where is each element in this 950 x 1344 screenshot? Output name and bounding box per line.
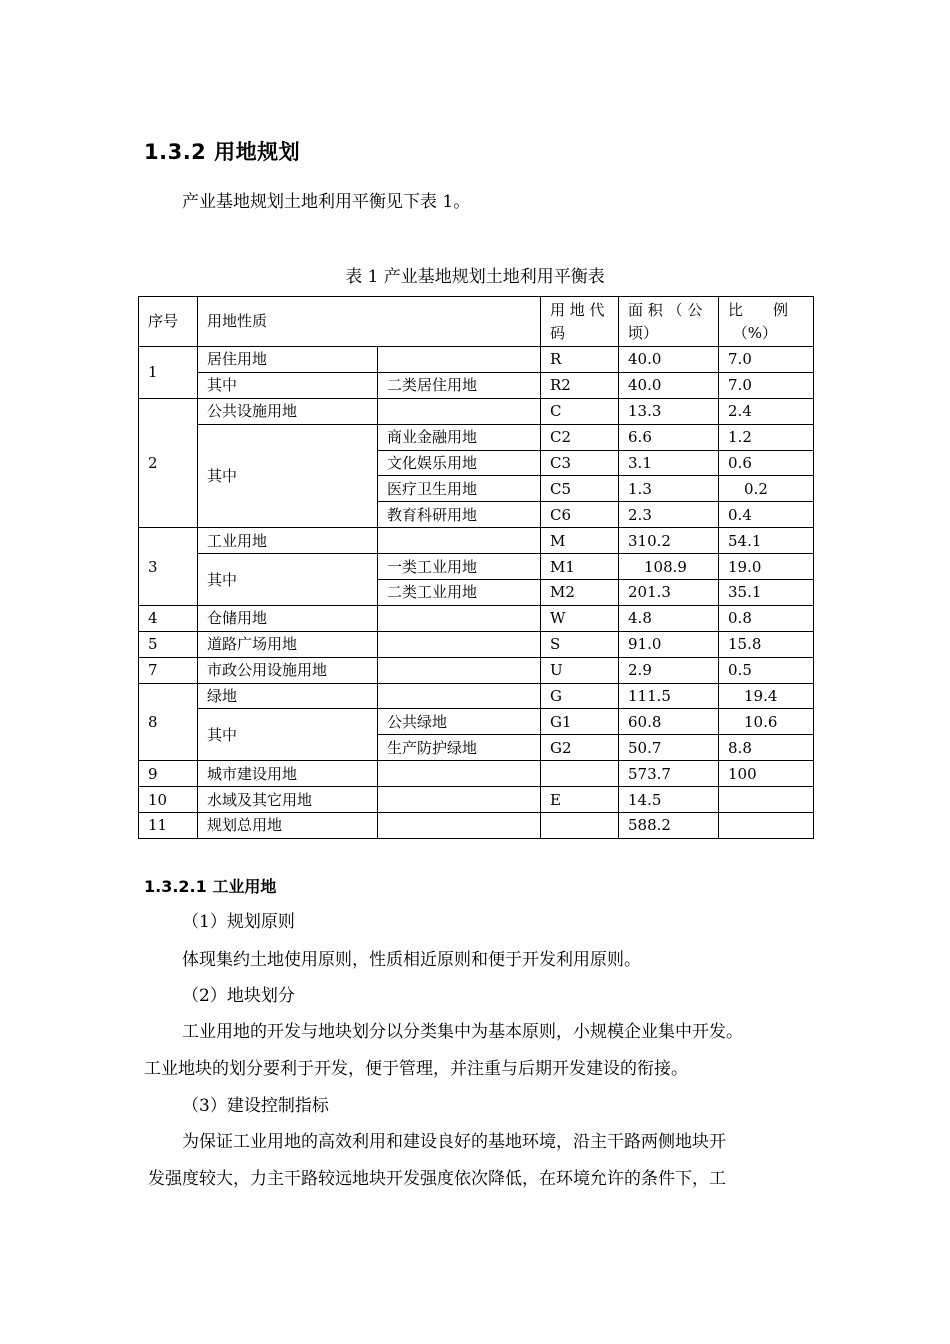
cell-sub: 二类工业用地: [378, 580, 541, 606]
table-row: [139, 347, 814, 373]
subsection-heading-industrial-land: 1.3.2.1 工业用地: [144, 877, 277, 896]
table-row: [139, 528, 814, 554]
cell-ratio: 19.4: [719, 683, 814, 709]
header-nature: 用地性质: [198, 297, 541, 347]
header-area: [619, 297, 719, 347]
cell-sub: 医疗卫生用地: [378, 476, 541, 502]
table-row: [139, 424, 814, 450]
cell-area: 2.3: [619, 502, 719, 528]
header-ratio-line2: （%）: [732, 323, 778, 342]
cell-code: C5: [541, 476, 619, 502]
cell-code: C6: [541, 502, 619, 528]
cell-nature: 其中: [198, 372, 378, 398]
cell-sub: 一类工业用地: [378, 554, 541, 580]
cell-code: C2: [541, 424, 619, 450]
cell-area: 3.1: [619, 450, 719, 476]
table-row: [139, 631, 814, 657]
cell-sub: [378, 631, 541, 657]
section-heading-land-planning: 1.3.2 用地规划: [144, 140, 301, 164]
cell-nature: 仓储用地: [198, 605, 378, 631]
table-row: [139, 554, 814, 580]
cell-code: C: [541, 398, 619, 424]
cell-ratio: 0.5: [719, 657, 814, 683]
cell-sub: [378, 683, 541, 709]
cell-sub: 教育科研用地: [378, 502, 541, 528]
cell-code: W: [541, 605, 619, 631]
table-row: [139, 683, 814, 709]
table-row: [139, 761, 814, 787]
cell-nature: 其中: [198, 424, 378, 528]
cell-ratio: 0.2: [719, 476, 814, 502]
cell-code: S: [541, 631, 619, 657]
table-row: [139, 787, 814, 813]
cell-sub: [378, 761, 541, 787]
cell-sub: [378, 787, 541, 813]
cell-sub: [378, 528, 541, 554]
cell-code: E: [541, 787, 619, 813]
cell-code: [541, 813, 619, 839]
cell-ratio: 35.1: [719, 580, 814, 606]
cell-sub: 文化娱乐用地: [378, 450, 541, 476]
cell-nature: 绿地: [198, 683, 378, 709]
cell-sub: [378, 813, 541, 839]
cell-sub: [378, 398, 541, 424]
cell-area: 13.3: [619, 398, 719, 424]
header-area-line1: 面 积 （ 公: [628, 300, 703, 319]
p3-body-line1: 为保证工业用地的高效利用和建设良好的基地环境，沿主干路两侧地块开: [182, 1132, 726, 1152]
p2-body-line1: 工业用地的开发与地块划分以分类集中为基本原则，小规模企业集中开发。: [182, 1022, 743, 1042]
header-code-line2: 码: [550, 323, 566, 342]
cell-nature: 其中: [198, 709, 378, 761]
cell-code: C3: [541, 450, 619, 476]
cell-nature: 其中: [198, 554, 378, 606]
cell-ratio: 7.0: [719, 347, 814, 373]
cell-area: 108.9: [619, 554, 719, 580]
cell-area: 6.6: [619, 424, 719, 450]
p1-body: 体现集约土地使用原则，性质相近原则和便于开发利用原则。: [182, 950, 641, 970]
cell-code: R: [541, 347, 619, 373]
cell-seq: 9: [139, 761, 198, 787]
cell-seq: 5: [139, 631, 198, 657]
cell-ratio: 0.6: [719, 450, 814, 476]
cell-area: 40.0: [619, 372, 719, 398]
cell-area: 2.9: [619, 657, 719, 683]
cell-code: M2: [541, 580, 619, 606]
header-seq: 序号: [139, 297, 198, 347]
cell-area: 1.3: [619, 476, 719, 502]
cell-ratio: 0.4: [719, 502, 814, 528]
header-ratio-line1: 比 例: [728, 300, 789, 319]
cell-area: 60.8: [619, 709, 719, 735]
cell-nature: 居住用地: [198, 347, 378, 373]
cell-ratio: 100: [719, 761, 814, 787]
cell-sub: [378, 657, 541, 683]
cell-code: [541, 761, 619, 787]
table-header-row: [139, 297, 814, 347]
cell-seq: 1: [139, 347, 198, 399]
cell-nature: 水域及其它用地: [198, 787, 378, 813]
cell-area: 573.7: [619, 761, 719, 787]
p3-title: （3）建设控制指标: [182, 1096, 329, 1116]
header-ratio: [719, 297, 814, 347]
table-row: [139, 657, 814, 683]
cell-sub: 二类居住用地: [378, 372, 541, 398]
cell-sub: [378, 347, 541, 373]
cell-ratio: 2.4: [719, 398, 814, 424]
cell-nature: 工业用地: [198, 528, 378, 554]
cell-seq: 11: [139, 813, 198, 839]
cell-sub: 生产防护绿地: [378, 735, 541, 761]
cell-ratio: [719, 813, 814, 839]
cell-seq: 8: [139, 683, 198, 761]
p1-title: （1）规划原则: [182, 912, 295, 932]
cell-seq: 2: [139, 398, 198, 527]
p2-title: （2）地块划分: [182, 986, 295, 1006]
intro-paragraph: 产业基地规划土地利用平衡见下表 1。: [182, 192, 471, 212]
cell-seq: 4: [139, 605, 198, 631]
cell-area: 14.5: [619, 787, 719, 813]
header-area-line2: 顷）: [628, 323, 659, 342]
cell-area: 201.3: [619, 580, 719, 606]
cell-code: G1: [541, 709, 619, 735]
cell-sub: [378, 605, 541, 631]
cell-seq: 3: [139, 528, 198, 606]
cell-code: G2: [541, 735, 619, 761]
cell-ratio: [719, 787, 814, 813]
cell-ratio: 10.6: [719, 709, 814, 735]
table-row: [139, 605, 814, 631]
table-row: [139, 398, 814, 424]
cell-area: 50.7: [619, 735, 719, 761]
cell-ratio: 1.2: [719, 424, 814, 450]
table-row: [139, 709, 814, 735]
cell-code: M1: [541, 554, 619, 580]
cell-seq: 7: [139, 657, 198, 683]
cell-code: G: [541, 683, 619, 709]
p3-body-line2: 发强度较大，力主干路较远地块开发强度依次降低，在环境允许的条件下，工: [148, 1169, 726, 1189]
cell-area: 111.5: [619, 683, 719, 709]
cell-nature: 规划总用地: [198, 813, 378, 839]
header-code-line1: 用 地 代: [550, 300, 605, 319]
land-use-balance-table: [138, 296, 814, 839]
cell-sub: 公共绿地: [378, 709, 541, 735]
table-row: [139, 813, 814, 839]
p2-body-line2: 工业地块的划分要利于开发，便于管理，并注重与后期开发建设的衔接。: [144, 1059, 688, 1079]
cell-code: R2: [541, 372, 619, 398]
cell-ratio: 7.0: [719, 372, 814, 398]
cell-area: 40.0: [619, 347, 719, 373]
table-row: [139, 372, 814, 398]
cell-area: 310.2: [619, 528, 719, 554]
cell-ratio: 0.8: [719, 605, 814, 631]
cell-ratio: 8.8: [719, 735, 814, 761]
table-caption: 表 1 产业基地规划土地利用平衡表: [345, 267, 605, 287]
cell-area: 4.8: [619, 605, 719, 631]
cell-nature: 道路广场用地: [198, 631, 378, 657]
cell-code: U: [541, 657, 619, 683]
cell-nature: 公共设施用地: [198, 398, 378, 424]
cell-area: 588.2: [619, 813, 719, 839]
cell-nature: 城市建设用地: [198, 761, 378, 787]
cell-area: 91.0: [619, 631, 719, 657]
cell-ratio: 15.8: [719, 631, 814, 657]
cell-ratio: 19.0: [719, 554, 814, 580]
cell-code: M: [541, 528, 619, 554]
cell-seq: 10: [139, 787, 198, 813]
cell-ratio: 54.1: [719, 528, 814, 554]
header-code: [541, 297, 619, 347]
cell-sub: 商业金融用地: [378, 424, 541, 450]
cell-nature: 市政公用设施用地: [198, 657, 378, 683]
